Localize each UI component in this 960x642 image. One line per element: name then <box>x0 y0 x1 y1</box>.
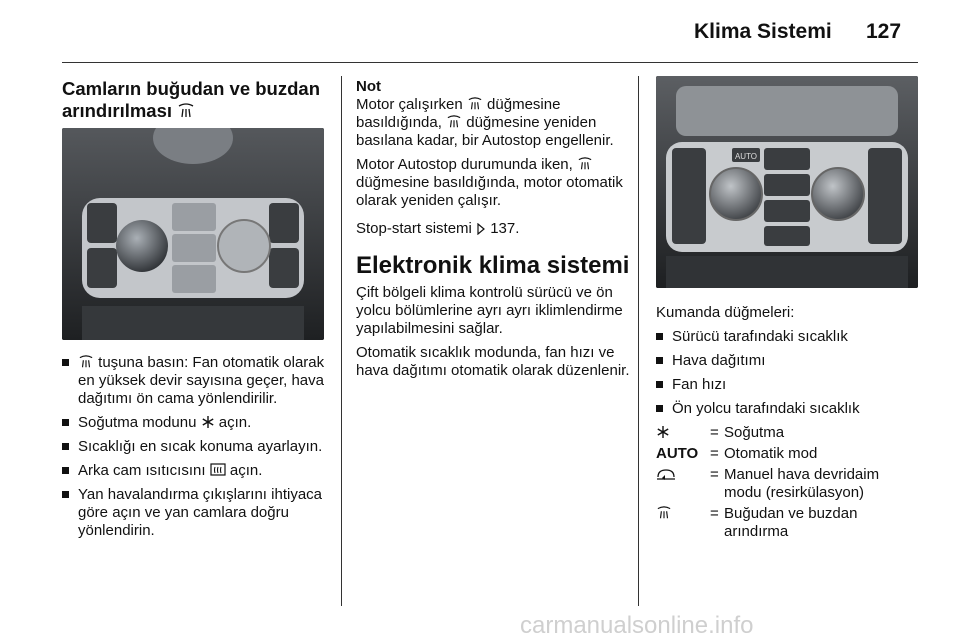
section-heading: Elektronik klima sistemi <box>356 252 630 279</box>
legend-row: = Soğutma <box>656 424 918 442</box>
snowflake-icon <box>201 415 215 429</box>
fan-icon <box>467 97 483 111</box>
legend-row: = Buğudan ve buzdan arındırma <box>656 505 918 541</box>
list-item: Sıcaklığı en sıcak konuma ayarlayın. <box>62 438 328 456</box>
note-paragraph-1: Motor çalışırken düğmesine basıldığında, düğmesine yeniden basılana kadar, bir Autostop engellenir. <box>356 96 614 149</box>
arrow-right-icon <box>476 223 486 235</box>
note-title: Not <box>356 78 381 95</box>
body-paragraph-2: Otomatik sıcaklık modunda, fan hızı ve hava dağıtımı otomatik olarak düzenlenir. <box>356 344 630 379</box>
cross-reference-link[interactable]: Stop-start sistemi 137. <box>356 220 520 237</box>
left-column <box>62 78 330 122</box>
defrost-heading: Camların buğudan ve buzdan arındırılması <box>62 78 320 121</box>
list-item: Yan havalandırma çıkışlarını ihtiyaca göre açın ve yan camlara doğru yönlendirin. <box>62 486 328 540</box>
page-number: 127 <box>866 20 902 43</box>
column-divider-2 <box>638 76 639 606</box>
fan-icon <box>177 103 195 119</box>
dual-zone-panel-illustration <box>656 76 918 288</box>
recirculation-icon <box>656 467 676 481</box>
legend-row: AUTO = Otomatik mod <box>656 445 818 462</box>
climate-panel-photo-right <box>656 76 918 288</box>
climate-panel-photo-left <box>62 128 324 340</box>
list-item: Hava dağıtımı <box>656 352 918 370</box>
fan-icon <box>577 157 593 171</box>
header-rule <box>62 62 918 63</box>
body-paragraph-1: Çift bölgeli klima kontrolü sürücü ve ön yolcu bölümlerine ayrı ayrı iklimlendirme yapılabilmesini sağlar. <box>356 284 623 337</box>
list-item: Arka cam ısıtıcısını açın. <box>62 462 328 480</box>
fan-icon <box>78 355 94 369</box>
list-item: Ön yolcu tarafındaki sıcaklık <box>656 400 918 418</box>
controls-intro: Kumanda düğmeleri: <box>656 304 795 321</box>
page-title: Klima Sistemi <box>694 20 832 43</box>
list-item: Soğutma modunu açın. <box>62 414 328 432</box>
list-item: Sürücü tarafındaki sıcaklık <box>656 328 918 346</box>
panel-auto-label: AUTO <box>734 152 758 161</box>
note-paragraph-2: Motor Autostop durumunda iken, düğmesine basıldığında, motor otomatik olarak yeniden çalışır. <box>356 156 623 209</box>
fan-icon <box>656 506 672 520</box>
list-item: Fan hızı <box>656 376 918 394</box>
climate-panel-illustration <box>62 128 324 340</box>
left-bullets <box>62 354 328 546</box>
watermark: carmanualsonline.info <box>520 612 754 639</box>
column-divider-1 <box>341 76 342 606</box>
snowflake-icon <box>656 425 670 439</box>
list-item: tuşuna basın: Fan otomatik olarak en yüksek devir sayısına geçer, hava dağıtımı ön cama yönlendirilir. <box>62 354 328 408</box>
right-column <box>656 304 918 544</box>
middle-column <box>356 78 630 386</box>
fan-icon <box>446 115 462 129</box>
legend-row: = Manuel hava devridaim modu (resirkülasyon) <box>656 466 918 502</box>
rear-heater-icon <box>210 463 226 477</box>
